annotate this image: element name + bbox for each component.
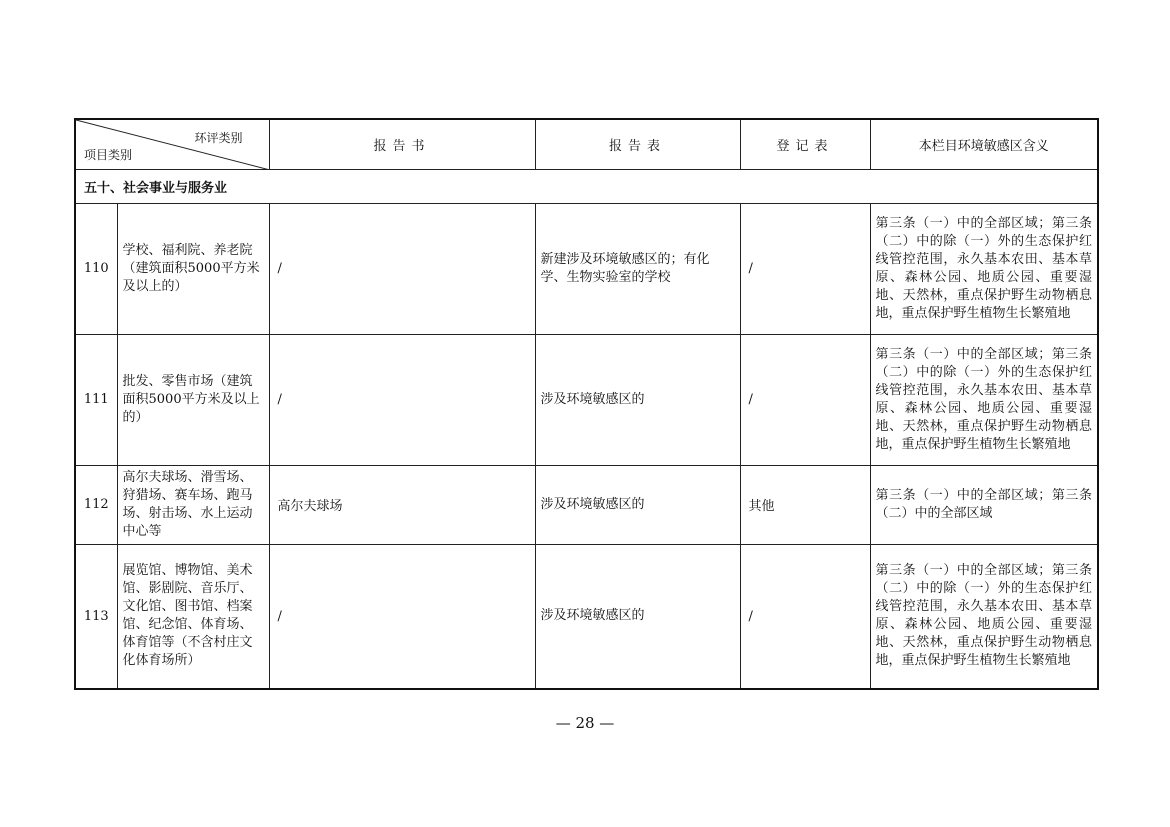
- header-sensitive-area: 本栏目环境敏感区含义: [870, 119, 1098, 169]
- diag-label-project-category: 项目类别: [84, 147, 133, 162]
- registration-cell: 其他: [740, 465, 870, 544]
- page-number: — 28 —: [555, 714, 615, 732]
- row-number: 111: [75, 334, 117, 465]
- table-row: [75, 465, 1098, 544]
- header-report-book: 报告书: [269, 119, 535, 169]
- project-category: 高尔夫球场、滑雪场、狩猎场、赛车场、跑马场、射击场、水上运动中心等: [117, 465, 269, 544]
- report-book-cell: /: [269, 544, 535, 689]
- report-form-cell: 涉及环境敏感区的: [535, 544, 740, 689]
- report-form-cell: 新建涉及环境敏感区的；有化学、生物实验室的学校: [535, 203, 740, 334]
- sensitive-area-cell: 第三条（一）中的全部区域；第三条（二）中的全部区域: [870, 465, 1098, 544]
- registration-cell: /: [740, 544, 870, 689]
- header-report-form: 报告表: [535, 119, 740, 169]
- sensitive-area-cell: 第三条（一）中的全部区域；第三条（二）中的除（一）外的生态保护红线管控范围，永久基本农田、基本草原、森林公园、地质公园、重要湿地、天然林，重点保护野生动物栖息地，重点保护野生植物生长繁殖地: [870, 203, 1098, 334]
- table-row: [75, 203, 1098, 334]
- table-row: [75, 334, 1098, 465]
- report-book-cell: 高尔夫球场: [269, 465, 535, 544]
- project-category: 学校、福利院、养老院（建筑面积5000平方米及以上的）: [117, 203, 269, 334]
- section-row: [75, 169, 1098, 203]
- project-category: 批发、零售市场（建筑面积5000平方米及以上的）: [117, 334, 269, 465]
- section-title: 五十、社会事业与服务业: [75, 169, 1098, 203]
- sensitive-area-cell: 第三条（一）中的全部区域；第三条（二）中的除（一）外的生态保护红线管控范围，永久基本农田、基本草原、森林公园、地质公园、重要湿地、天然林，重点保护野生动物栖息地，重点保护野生植物生长繁殖地: [870, 334, 1098, 465]
- table-header-row: [75, 119, 1098, 169]
- report-book-cell: /: [269, 334, 535, 465]
- report-form-cell: 涉及环境敏感区的: [535, 465, 740, 544]
- report-book-cell: /: [269, 203, 535, 334]
- registration-cell: /: [740, 334, 870, 465]
- report-form-cell: 涉及环境敏感区的: [535, 334, 740, 465]
- row-number: 110: [75, 203, 117, 334]
- header-registration: 登记表: [740, 119, 870, 169]
- row-number: 112: [75, 465, 117, 544]
- diag-label-eia-category: 环评类别: [194, 131, 243, 145]
- row-number: 113: [75, 544, 117, 689]
- registration-cell: /: [740, 203, 870, 334]
- project-category: 展览馆、博物馆、美术馆、影剧院、音乐厅、文化馆、图书馆、档案馆、纪念馆、体育场、体育馆等（不含村庄文化体育场所）: [117, 544, 269, 689]
- diagonal-header-cell: [75, 119, 269, 169]
- regulation-table: [74, 118, 1099, 690]
- table-row: [75, 544, 1098, 689]
- sensitive-area-cell: 第三条（一）中的全部区域；第三条（二）中的除（一）外的生态保护红线管控范围，永久基本农田、基本草原、森林公园、地质公园、重要湿地、天然林，重点保护野生动物栖息地，重点保护野生植物生长繁殖地: [870, 544, 1098, 689]
